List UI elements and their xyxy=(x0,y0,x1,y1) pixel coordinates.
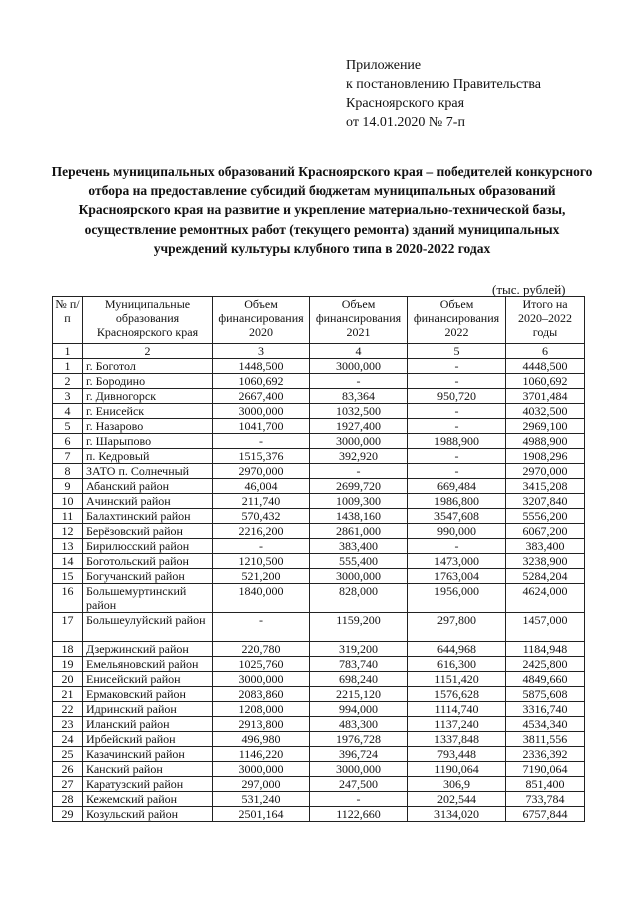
table-cell: 1190,064 xyxy=(408,762,506,777)
table-cell: - xyxy=(310,374,408,389)
header-cell: Объем финансирования 2020 xyxy=(213,297,310,344)
table-cell: 1032,500 xyxy=(310,404,408,419)
table-cell: 83,364 xyxy=(310,389,408,404)
table-cell: 1025,760 xyxy=(213,657,310,672)
table-row xyxy=(53,539,585,554)
table-row xyxy=(53,479,585,494)
document-title: Перечень муниципальных образований Красноярского края – победителей конкурсного отбора на предоставление субсидий бюджетам муниципальных образований Красноярского края на развитие и укрепление материально-технической базы, осуществление ремонтных работ (текущего ремонта) зданий муниципальных учреждений культуры клубного типа в 2020-2022 годах xyxy=(51,164,593,256)
table-row xyxy=(53,359,585,374)
table-cell: 1041,700 xyxy=(213,419,310,434)
table-cell: 1515,376 xyxy=(213,449,310,464)
table-cell: Большемуртинский район xyxy=(83,584,213,613)
table-row xyxy=(53,524,585,539)
table-cell: 1009,300 xyxy=(310,494,408,509)
table-cell: 3415,208 xyxy=(506,479,585,494)
table-cell: 1986,800 xyxy=(408,494,506,509)
table-cell: 2861,000 xyxy=(310,524,408,539)
table-cell: г. Енисейск xyxy=(83,404,213,419)
table-cell: 3134,020 xyxy=(408,807,506,822)
table-cell: 18 xyxy=(53,642,83,657)
column-number: 3 xyxy=(213,344,310,359)
table-header-row xyxy=(53,297,585,344)
table-cell: 4 xyxy=(53,404,83,419)
table-cell: - xyxy=(408,404,506,419)
table-cell: Каратузский район xyxy=(83,777,213,792)
table-cell: 3000,000 xyxy=(310,762,408,777)
table-cell: 46,004 xyxy=(213,479,310,494)
table-cell: Дзержинский район xyxy=(83,642,213,657)
table-row xyxy=(53,717,585,732)
table-cell: 698,240 xyxy=(310,672,408,687)
table-cell: 211,740 xyxy=(213,494,310,509)
table-cell: 3238,900 xyxy=(506,554,585,569)
table-cell: 1114,740 xyxy=(408,702,506,717)
table-cell: 1840,000 xyxy=(213,584,310,613)
table-cell: 1146,220 xyxy=(213,747,310,762)
table-cell: - xyxy=(408,374,506,389)
table-cell: 11 xyxy=(53,509,83,524)
table-cell: 1122,660 xyxy=(310,807,408,822)
table-cell: 793,448 xyxy=(408,747,506,762)
table-cell: г. Назарово xyxy=(83,419,213,434)
table-row xyxy=(53,464,585,479)
table-cell: 1060,692 xyxy=(213,374,310,389)
table-cell: 16 xyxy=(53,584,83,613)
table-cell: 1151,420 xyxy=(408,672,506,687)
table-cell: 2 xyxy=(53,374,83,389)
column-number-row xyxy=(53,344,585,359)
table-cell: 496,980 xyxy=(213,732,310,747)
table-cell: 5284,204 xyxy=(506,569,585,584)
table-row xyxy=(53,434,585,449)
table-cell: 29 xyxy=(53,807,83,822)
table-cell: 669,484 xyxy=(408,479,506,494)
table-row xyxy=(53,449,585,464)
table-cell: - xyxy=(310,792,408,807)
table-cell: 202,544 xyxy=(408,792,506,807)
table-cell: 1956,000 xyxy=(408,584,506,613)
table-cell: 1208,000 xyxy=(213,702,310,717)
table-row xyxy=(53,404,585,419)
table-cell: Идринский район xyxy=(83,702,213,717)
table-cell: г. Боготол xyxy=(83,359,213,374)
table-cell: 1473,000 xyxy=(408,554,506,569)
table-cell: 3000,000 xyxy=(310,359,408,374)
table-cell: 2336,392 xyxy=(506,747,585,762)
table-cell: 1337,848 xyxy=(408,732,506,747)
document-header xyxy=(346,56,541,132)
table-row xyxy=(53,762,585,777)
table-cell: 19 xyxy=(53,657,83,672)
table-cell: 319,200 xyxy=(310,642,408,657)
table-cell: 2083,860 xyxy=(213,687,310,702)
table-cell: 15 xyxy=(53,569,83,584)
table-cell: 3000,000 xyxy=(213,672,310,687)
column-number: 1 xyxy=(53,344,83,359)
table-row xyxy=(53,642,585,657)
table-cell: 3547,608 xyxy=(408,509,506,524)
table-cell: 383,400 xyxy=(506,539,585,554)
table-cell: 3000,000 xyxy=(213,404,310,419)
table-cell: 6 xyxy=(53,434,83,449)
header-cell: Объем финансирования 2021 xyxy=(310,297,408,344)
table-cell: 3811,556 xyxy=(506,732,585,747)
table-row xyxy=(53,687,585,702)
table-cell: - xyxy=(213,539,310,554)
table-cell: 21 xyxy=(53,687,83,702)
funding-table xyxy=(52,296,585,822)
table-cell: 1137,240 xyxy=(408,717,506,732)
table-row xyxy=(53,732,585,747)
table-cell: Ирбейский район xyxy=(83,732,213,747)
table-body xyxy=(53,359,585,822)
table-cell: 24 xyxy=(53,732,83,747)
table-cell: 10 xyxy=(53,494,83,509)
table-cell: 2216,200 xyxy=(213,524,310,539)
table-cell: 4534,340 xyxy=(506,717,585,732)
table-cell: 644,968 xyxy=(408,642,506,657)
table-cell: 2969,100 xyxy=(506,419,585,434)
header-line-2: к постановлению Правительства xyxy=(346,77,542,92)
table-cell: 297,800 xyxy=(408,613,506,642)
table-cell: 1159,200 xyxy=(310,613,408,642)
table-cell: - xyxy=(408,449,506,464)
table-cell: 483,300 xyxy=(310,717,408,732)
table-cell: 2425,800 xyxy=(506,657,585,672)
table-cell: 1448,500 xyxy=(213,359,310,374)
table-row xyxy=(53,792,585,807)
header-cell: Муниципальные образования Красноярского края xyxy=(83,297,213,344)
table-row xyxy=(53,554,585,569)
table-cell: 392,920 xyxy=(310,449,408,464)
table-cell: - xyxy=(408,419,506,434)
table-cell: - xyxy=(408,359,506,374)
table-cell: - xyxy=(310,464,408,479)
header-cell: № п/п xyxy=(53,297,83,344)
table-cell: 3207,840 xyxy=(506,494,585,509)
table-cell: 555,400 xyxy=(310,554,408,569)
table-cell: 297,000 xyxy=(213,777,310,792)
table-cell: 17 xyxy=(53,613,83,642)
table-cell: 1210,500 xyxy=(213,554,310,569)
table-row xyxy=(53,509,585,524)
table-cell: г. Дивногорск xyxy=(83,389,213,404)
column-number: 5 xyxy=(408,344,506,359)
table-cell: Казачинский район xyxy=(83,747,213,762)
table-cell: 4032,500 xyxy=(506,404,585,419)
table-cell: Бирилюсский район xyxy=(83,539,213,554)
table-row xyxy=(53,807,585,822)
table-cell: 994,000 xyxy=(310,702,408,717)
table-cell: 5875,608 xyxy=(506,687,585,702)
table-cell: 2913,800 xyxy=(213,717,310,732)
table-cell: Ачинский район xyxy=(83,494,213,509)
table-cell: Козульский район xyxy=(83,807,213,822)
table-cell: 3701,484 xyxy=(506,389,585,404)
table-cell: 1576,628 xyxy=(408,687,506,702)
table-cell: 306,9 xyxy=(408,777,506,792)
table-cell: 4849,660 xyxy=(506,672,585,687)
table-cell: 5 xyxy=(53,419,83,434)
column-number: 4 xyxy=(310,344,408,359)
table-cell: Большеулуйский район xyxy=(83,613,213,642)
table-cell: 7190,064 xyxy=(506,762,585,777)
table-cell: Балахтинский район xyxy=(83,509,213,524)
table-cell: 1908,296 xyxy=(506,449,585,464)
table-cell: 1438,160 xyxy=(310,509,408,524)
table-cell: 220,780 xyxy=(213,642,310,657)
table-cell: Берёзовский район xyxy=(83,524,213,539)
table-cell: 6067,200 xyxy=(506,524,585,539)
table-cell: г. Бородино xyxy=(83,374,213,389)
table-cell: 616,300 xyxy=(408,657,506,672)
table-cell: Кежемский район xyxy=(83,792,213,807)
table-cell: Ермаковский район xyxy=(83,687,213,702)
table-cell: 1 xyxy=(53,359,83,374)
table-cell: 5556,200 xyxy=(506,509,585,524)
table-cell: 570,432 xyxy=(213,509,310,524)
table-cell: - xyxy=(213,434,310,449)
table-cell: - xyxy=(213,613,310,642)
table-cell: 1763,004 xyxy=(408,569,506,584)
table-cell: 3000,000 xyxy=(310,434,408,449)
table-cell: 1927,400 xyxy=(310,419,408,434)
table-cell: 3000,000 xyxy=(310,569,408,584)
table-cell: 1457,000 xyxy=(506,613,585,642)
table-cell: 3 xyxy=(53,389,83,404)
column-number: 2 xyxy=(83,344,213,359)
header-cell: Итого на 2020–2022 годы xyxy=(506,297,585,344)
table-cell: 383,400 xyxy=(310,539,408,554)
table-cell: Боготольский район xyxy=(83,554,213,569)
table-cell: 531,240 xyxy=(213,792,310,807)
table-cell: 2970,000 xyxy=(506,464,585,479)
table-cell: 2699,720 xyxy=(310,479,408,494)
table-row xyxy=(53,747,585,762)
table-cell: Енисейский район xyxy=(83,672,213,687)
table-cell: 783,740 xyxy=(310,657,408,672)
table-row xyxy=(53,374,585,389)
table-cell: - xyxy=(408,464,506,479)
table-row xyxy=(53,672,585,687)
table-cell: Емельяновский район xyxy=(83,657,213,672)
table-cell: 4448,500 xyxy=(506,359,585,374)
table-cell: п. Кедровый xyxy=(83,449,213,464)
table-cell: г. Шарыпово xyxy=(83,434,213,449)
table-cell: 1988,900 xyxy=(408,434,506,449)
table-cell: 14 xyxy=(53,554,83,569)
table-cell: 396,724 xyxy=(310,747,408,762)
table-cell: 1976,728 xyxy=(310,732,408,747)
table-row xyxy=(53,657,585,672)
table-cell: 23 xyxy=(53,717,83,732)
table-cell: 990,000 xyxy=(408,524,506,539)
table-cell: 12 xyxy=(53,524,83,539)
header-line-4: от 14.01.2020 № 7-п xyxy=(346,115,465,130)
table-cell: 521,200 xyxy=(213,569,310,584)
table-cell: - xyxy=(408,539,506,554)
table-cell: 828,000 xyxy=(310,584,408,613)
table-cell: 247,500 xyxy=(310,777,408,792)
table-cell: 2970,000 xyxy=(213,464,310,479)
table-cell: 4988,900 xyxy=(506,434,585,449)
table-cell: 9 xyxy=(53,479,83,494)
table-cell: 733,784 xyxy=(506,792,585,807)
table-row xyxy=(53,702,585,717)
table-cell: 22 xyxy=(53,702,83,717)
table-cell: Канский район xyxy=(83,762,213,777)
table-cell: Богучанский район xyxy=(83,569,213,584)
table-row xyxy=(53,584,585,613)
table-row xyxy=(53,569,585,584)
table-cell: 2215,120 xyxy=(310,687,408,702)
table-cell: 20 xyxy=(53,672,83,687)
table-cell: 3316,740 xyxy=(506,702,585,717)
table-cell: 4624,000 xyxy=(506,584,585,613)
header-cell: Объем финансирования 2022 xyxy=(408,297,506,344)
table-cell: 28 xyxy=(53,792,83,807)
table-cell: 7 xyxy=(53,449,83,464)
column-number: 6 xyxy=(506,344,585,359)
table-cell: 26 xyxy=(53,762,83,777)
table-row xyxy=(53,389,585,404)
header-line-1: Приложение xyxy=(346,58,422,73)
table-cell: Иланский район xyxy=(83,717,213,732)
table-cell: 3000,000 xyxy=(213,762,310,777)
table-cell: ЗАТО п. Солнечный xyxy=(83,464,213,479)
header-line-3: Красноярского края xyxy=(346,96,465,111)
table-cell: 25 xyxy=(53,747,83,762)
table-cell: 950,720 xyxy=(408,389,506,404)
table-cell: 27 xyxy=(53,777,83,792)
unit-label: (тыс. рублей) xyxy=(492,282,566,297)
table-cell: 2667,400 xyxy=(213,389,310,404)
table-cell: 8 xyxy=(53,464,83,479)
table-cell: 6757,844 xyxy=(506,807,585,822)
table-cell: 1184,948 xyxy=(506,642,585,657)
table-cell: Абанский район xyxy=(83,479,213,494)
table-cell: 2501,164 xyxy=(213,807,310,822)
table-row xyxy=(53,777,585,792)
table-cell: 13 xyxy=(53,539,83,554)
table-row xyxy=(53,419,585,434)
table-cell: 1060,692 xyxy=(506,374,585,389)
table-cell: 851,400 xyxy=(506,777,585,792)
table-row xyxy=(53,613,585,642)
table-row xyxy=(53,494,585,509)
